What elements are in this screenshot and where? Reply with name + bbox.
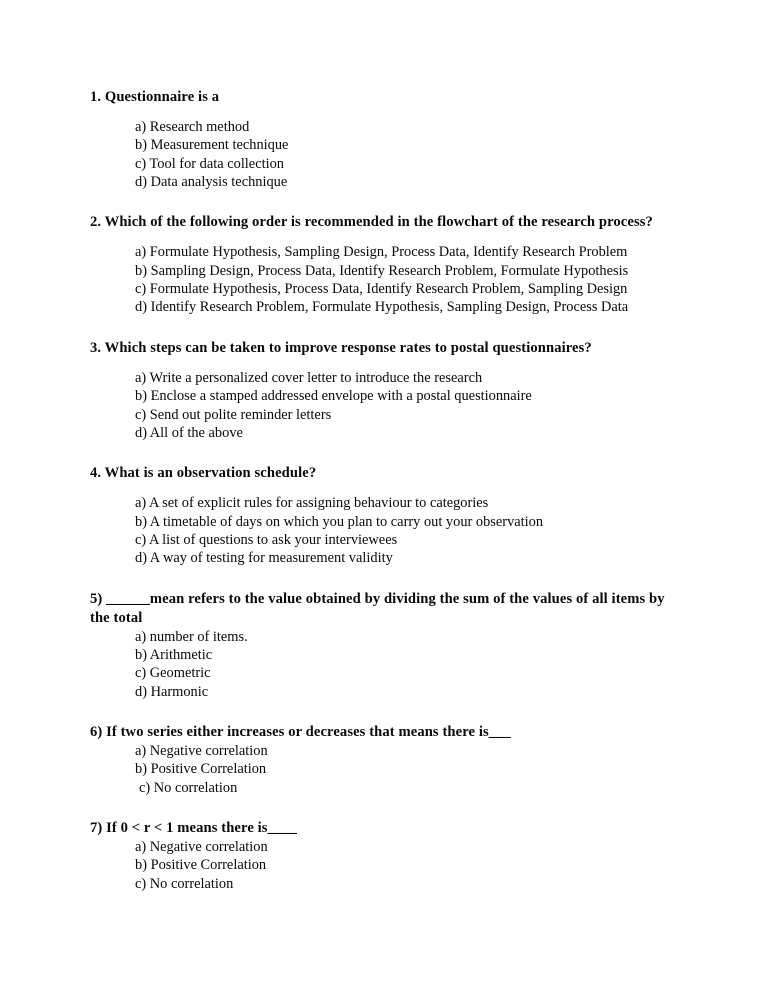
- option-3d[interactable]: d) All of the above: [135, 424, 243, 441]
- question-block-4: [90, 464, 676, 567]
- question-text-1: 1. Questionnaire is a: [90, 89, 220, 105]
- question-text-3: 3. Which steps can be taken to improve response rates to postal questionnaires?: [90, 339, 592, 356]
- option-2b[interactable]: b) Sampling Design, Process Data, Identify Research Problem, Formulate Hypothesis: [135, 262, 629, 279]
- option-5a[interactable]: a) number of items.: [135, 628, 248, 645]
- option-6b[interactable]: b) Positive Correlation: [135, 761, 267, 778]
- question-block-5: [90, 590, 676, 701]
- option-5b[interactable]: b) Arithmetic: [135, 646, 213, 663]
- question-text-2: 2. Which of the following order is recommended in the flowchart of the research process?: [90, 214, 653, 231]
- option-list-2: [90, 243, 676, 316]
- option-list-1: [90, 118, 676, 191]
- option-list-6: [90, 742, 676, 797]
- option-5c[interactable]: c) Geometric: [135, 665, 211, 682]
- question-text-7: [90, 819, 676, 838]
- option-2a[interactable]: a) Formulate Hypothesis, Sampling Design, Process Data, Identify Research Problem: [135, 244, 628, 261]
- question-block-1: [90, 88, 676, 191]
- question-6-blank[interactable]: ___: [488, 724, 511, 740]
- question-7-blank[interactable]: ____: [267, 820, 297, 837]
- option-1d[interactable]: d) Data analysis technique: [135, 174, 288, 191]
- option-6a[interactable]: a) Negative correlation: [135, 742, 268, 759]
- option-7b[interactable]: b) Positive Correlation: [135, 857, 267, 874]
- question-block-7: [90, 819, 676, 893]
- option-5d[interactable]: d) Harmonic: [135, 683, 209, 700]
- question-5-blank[interactable]: ______: [106, 590, 150, 607]
- question-6-lead: 6) If two series either increases or decreases that means there is: [90, 724, 489, 740]
- option-4a[interactable]: a) A set of explicit rules for assigning behaviour to categories: [135, 495, 489, 512]
- option-3c[interactable]: c) Send out polite reminder letters: [135, 406, 332, 423]
- option-4c[interactable]: c) A list of questions to ask your interviewees: [135, 531, 398, 548]
- question-5-lead: 5): [90, 590, 107, 607]
- option-list-7: [90, 838, 676, 893]
- question-block-3: [90, 339, 676, 442]
- question-text-4: 4. What is an observation schedule?: [90, 465, 317, 482]
- option-4b[interactable]: b) A timetable of days on which you plan to carry out your observation: [135, 513, 544, 530]
- option-1b[interactable]: b) Measurement technique: [135, 137, 289, 154]
- option-list-4: [90, 494, 676, 567]
- option-6c[interactable]: c) No correlation: [139, 779, 238, 796]
- option-3a[interactable]: a) Write a personalized cover letter to introduce the research: [135, 369, 483, 386]
- option-2d[interactable]: d) Identify Research Problem, Formulate Hypothesis, Sampling Design, Process Data: [135, 299, 629, 316]
- option-2c[interactable]: c) Formulate Hypothesis, Process Data, Identify Research Problem, Sampling Design: [135, 281, 628, 298]
- option-7a[interactable]: a) Negative correlation: [135, 839, 268, 856]
- question-text-5: [90, 590, 676, 628]
- question-text-6: [90, 723, 676, 742]
- option-4d[interactable]: d) A way of testing for measurement validity: [135, 550, 393, 567]
- option-list-3: [90, 369, 676, 442]
- option-list-5: [90, 628, 676, 701]
- question-5-tail: mean refers to the value obtained by dividing the sum of the values of all items by the total: [90, 590, 665, 626]
- option-3b[interactable]: b) Enclose a stamped addressed envelope with a postal questionnaire: [135, 388, 532, 405]
- question-block-6: [90, 723, 676, 797]
- option-1c[interactable]: c) Tool for data collection: [135, 155, 284, 172]
- option-7c[interactable]: c) No correlation: [135, 875, 234, 892]
- question-7-lead: 7) If 0 < r < 1 means there is: [90, 820, 268, 837]
- question-block-2: [90, 213, 676, 316]
- option-1a[interactable]: a) Research method: [135, 118, 250, 135]
